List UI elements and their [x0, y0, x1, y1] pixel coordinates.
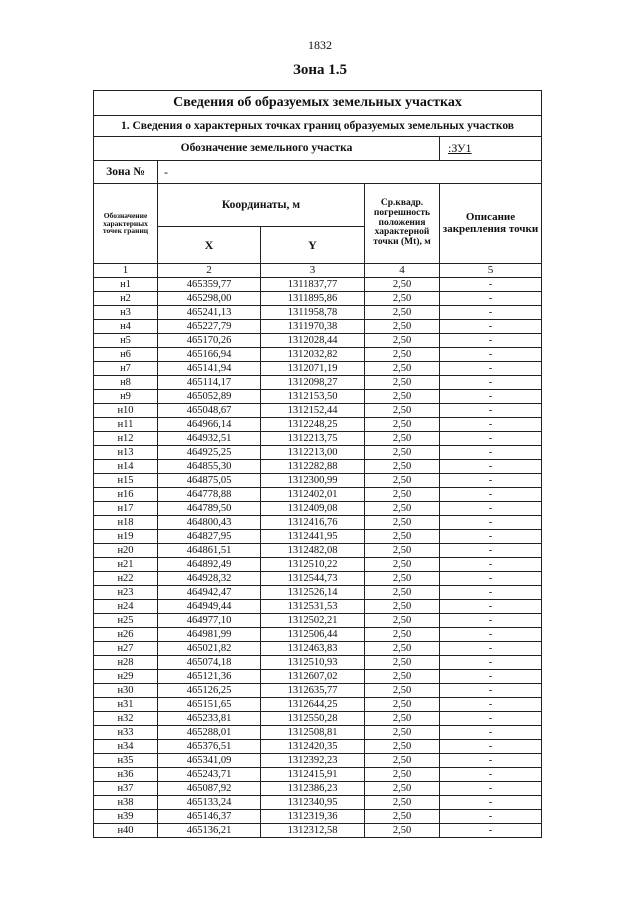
point-designation-cell: н14 [94, 460, 158, 474]
x-coordinate-cell: 465141,94 [158, 362, 261, 376]
description-cell: - [440, 754, 542, 768]
description-cell: - [440, 404, 542, 418]
column-number: 4 [365, 264, 440, 278]
x-coordinate-cell: 465170,26 [158, 334, 261, 348]
point-designation-cell: н20 [94, 544, 158, 558]
accuracy-cell: 2,50 [365, 628, 440, 642]
table-row [94, 292, 542, 306]
description-cell: - [440, 712, 542, 726]
table-row [94, 558, 542, 572]
x-coordinate-cell: 464855,30 [158, 460, 261, 474]
y-coordinate-cell: 1312420,35 [261, 740, 365, 754]
x-coordinate-cell: 465243,71 [158, 768, 261, 782]
point-designation-cell: н32 [94, 712, 158, 726]
point-designation-cell: н15 [94, 474, 158, 488]
accuracy-cell: 2,50 [365, 558, 440, 572]
description-cell: - [440, 334, 542, 348]
table-row [94, 628, 542, 642]
y-coordinate-cell: 1312213,75 [261, 432, 365, 446]
y-coordinate-cell: 1312415,91 [261, 768, 365, 782]
x-coordinate-cell: 465151,65 [158, 698, 261, 712]
accuracy-cell: 2,50 [365, 698, 440, 712]
description-cell: - [440, 460, 542, 474]
zone-number-label: Зона № [94, 161, 158, 184]
x-coordinate-cell: 465288,01 [158, 726, 261, 740]
description-cell: - [440, 628, 542, 642]
table-row [94, 516, 542, 530]
y-coordinate-cell: 1312508,81 [261, 726, 365, 740]
y-coordinate-cell: 1312531,53 [261, 600, 365, 614]
column-numbers-row [94, 264, 542, 278]
x-coordinate-cell: 465166,94 [158, 348, 261, 362]
table-row [94, 488, 542, 502]
point-designation-cell: н36 [94, 768, 158, 782]
table-row [94, 334, 542, 348]
description-cell: - [440, 306, 542, 320]
y-coordinate-cell: 1312319,36 [261, 810, 365, 824]
y-coordinate-cell: 1312441,95 [261, 530, 365, 544]
table-row [94, 726, 542, 740]
x-coordinate-cell: 464981,99 [158, 628, 261, 642]
table-row [94, 544, 542, 558]
accuracy-cell: 2,50 [365, 544, 440, 558]
description-cell: - [440, 320, 542, 334]
table-row [94, 376, 542, 390]
point-designation-cell: н30 [94, 684, 158, 698]
accuracy-cell: 2,50 [365, 712, 440, 726]
column-number: 1 [94, 264, 158, 278]
x-coordinate-cell: 465233,81 [158, 712, 261, 726]
table-row [94, 320, 542, 334]
description-cell: - [440, 642, 542, 656]
point-designation-cell: н28 [94, 656, 158, 670]
description-cell: - [440, 502, 542, 516]
description-cell: - [440, 530, 542, 544]
accuracy-cell: 2,50 [365, 530, 440, 544]
x-coordinate-cell: 464778,88 [158, 488, 261, 502]
accuracy-cell: 2,50 [365, 502, 440, 516]
x-coordinate-cell: 465021,82 [158, 642, 261, 656]
accuracy-cell: 2,50 [365, 362, 440, 376]
accuracy-cell: 2,50 [365, 404, 440, 418]
point-designation-cell: н40 [94, 824, 158, 838]
y-coordinate-cell: 1312340,95 [261, 796, 365, 810]
accuracy-cell: 2,50 [365, 586, 440, 600]
x-coordinate-cell: 464925,25 [158, 446, 261, 460]
page-number: 1832 [308, 38, 332, 52]
x-coordinate-cell: 465126,25 [158, 684, 261, 698]
description-cell: - [440, 796, 542, 810]
accuracy-cell: 2,50 [365, 600, 440, 614]
accuracy-cell: 2,50 [365, 810, 440, 824]
accuracy-cell: 2,50 [365, 474, 440, 488]
x-coordinate-cell: 464932,51 [158, 432, 261, 446]
column-number: 3 [261, 264, 365, 278]
y-coordinate-cell: 1311970,38 [261, 320, 365, 334]
point-designation-cell: н34 [94, 740, 158, 754]
table-row [94, 712, 542, 726]
x-coordinate-cell: 464875,05 [158, 474, 261, 488]
table-row [94, 418, 542, 432]
x-coordinate-cell: 464892,49 [158, 558, 261, 572]
description-cell: - [440, 362, 542, 376]
table-row [94, 614, 542, 628]
accuracy-cell: 2,50 [365, 754, 440, 768]
table-row [94, 586, 542, 600]
x-coordinate-cell: 464928,32 [158, 572, 261, 586]
x-coordinate-cell: 465136,21 [158, 824, 261, 838]
y-coordinate-cell: 1312550,28 [261, 712, 365, 726]
x-coordinate-cell: 464827,95 [158, 530, 261, 544]
table-row [94, 698, 542, 712]
description-cell: - [440, 544, 542, 558]
point-designation-cell: н2 [94, 292, 158, 306]
section-title: 1. Сведения о характерных точках границ образуемых земельных участков [94, 116, 542, 137]
accuracy-cell: 2,50 [365, 796, 440, 810]
accuracy-cell: 2,50 [365, 768, 440, 782]
description-cell: - [440, 782, 542, 796]
point-designation-cell: н9 [94, 390, 158, 404]
point-designation-cell: н33 [94, 726, 158, 740]
description-cell: - [440, 446, 542, 460]
y-coordinate-cell: 1312506,44 [261, 628, 365, 642]
y-coordinate-cell: 1312153,50 [261, 390, 365, 404]
y-coordinate-cell: 1312409,08 [261, 502, 365, 516]
table-row [94, 474, 542, 488]
accuracy-cell: 2,50 [365, 320, 440, 334]
point-designation-cell: н29 [94, 670, 158, 684]
column-number: 5 [440, 264, 542, 278]
point-designation-cell: н21 [94, 558, 158, 572]
table-row [94, 782, 542, 796]
point-designation-cell: н25 [94, 614, 158, 628]
designation-value: :ЗУ1 [440, 137, 542, 161]
table-row [94, 768, 542, 782]
point-designation-cell: н19 [94, 530, 158, 544]
point-designation-cell: н10 [94, 404, 158, 418]
land-plots-table [93, 90, 542, 838]
x-coordinate-cell: 465227,79 [158, 320, 261, 334]
x-coordinate-cell: 464949,44 [158, 600, 261, 614]
y-coordinate-cell: 1312248,25 [261, 418, 365, 432]
x-coordinate-cell: 465052,89 [158, 390, 261, 404]
y-coordinate-cell: 1312402,01 [261, 488, 365, 502]
description-cell: - [440, 768, 542, 782]
y-coordinate-cell: 1311837,77 [261, 278, 365, 292]
table-row [94, 684, 542, 698]
description-cell: - [440, 600, 542, 614]
header-description: Описание закрепления точки [440, 184, 542, 264]
y-coordinate-cell: 1311895,86 [261, 292, 365, 306]
x-coordinate-cell: 464977,10 [158, 614, 261, 628]
accuracy-cell: 2,50 [365, 726, 440, 740]
point-designation-cell: н6 [94, 348, 158, 362]
point-designation-cell: н39 [94, 810, 158, 824]
y-coordinate-cell: 1312544,73 [261, 572, 365, 586]
table-row [94, 278, 542, 292]
accuracy-cell: 2,50 [365, 306, 440, 320]
description-cell: - [440, 824, 542, 838]
y-coordinate-cell: 1312312,58 [261, 824, 365, 838]
point-designation-cell: н13 [94, 446, 158, 460]
y-coordinate-cell: 1312482,08 [261, 544, 365, 558]
description-cell: - [440, 698, 542, 712]
x-coordinate-cell: 465241,13 [158, 306, 261, 320]
accuracy-cell: 2,50 [365, 292, 440, 306]
header-coordinates: Координаты, м [158, 184, 365, 227]
table-row [94, 642, 542, 656]
point-designation-cell: н17 [94, 502, 158, 516]
point-designation-cell: н23 [94, 586, 158, 600]
table-row [94, 754, 542, 768]
x-coordinate-cell: 465048,67 [158, 404, 261, 418]
header-x: X [158, 227, 261, 264]
point-designation-cell: н24 [94, 600, 158, 614]
description-cell: - [440, 488, 542, 502]
x-coordinate-cell: 465341,09 [158, 754, 261, 768]
description-cell: - [440, 558, 542, 572]
accuracy-cell: 2,50 [365, 432, 440, 446]
accuracy-cell: 2,50 [365, 614, 440, 628]
accuracy-cell: 2,50 [365, 740, 440, 754]
point-designation-cell: н38 [94, 796, 158, 810]
column-number: 2 [158, 264, 261, 278]
point-designation-cell: н4 [94, 320, 158, 334]
accuracy-cell: 2,50 [365, 572, 440, 586]
y-coordinate-cell: 1312510,93 [261, 656, 365, 670]
points-table-body [94, 278, 542, 838]
y-coordinate-cell: 1312510,22 [261, 558, 365, 572]
point-designation-cell: н5 [94, 334, 158, 348]
description-cell: - [440, 726, 542, 740]
table-row [94, 810, 542, 824]
header-point-designation: Обозначение характерных точек границ [94, 184, 158, 264]
y-coordinate-cell: 1312386,23 [261, 782, 365, 796]
table-row [94, 670, 542, 684]
y-coordinate-cell: 1312032,82 [261, 348, 365, 362]
header-y: Y [261, 227, 365, 264]
description-cell: - [440, 740, 542, 754]
accuracy-cell: 2,50 [365, 782, 440, 796]
description-cell: - [440, 810, 542, 824]
description-cell: - [440, 656, 542, 670]
y-coordinate-cell: 1312392,23 [261, 754, 365, 768]
x-coordinate-cell: 464966,14 [158, 418, 261, 432]
description-cell: - [440, 292, 542, 306]
designation-label: Обозначение земельного участка [94, 137, 440, 161]
point-designation-cell: н31 [94, 698, 158, 712]
y-coordinate-cell: 1312644,25 [261, 698, 365, 712]
table-row [94, 740, 542, 754]
table-title: Сведения об образуемых земельных участках [94, 91, 542, 116]
table-row [94, 460, 542, 474]
y-coordinate-cell: 1312463,83 [261, 642, 365, 656]
x-coordinate-cell: 465074,18 [158, 656, 261, 670]
table-row [94, 600, 542, 614]
x-coordinate-cell: 465146,37 [158, 810, 261, 824]
table-row [94, 502, 542, 516]
point-designation-cell: н16 [94, 488, 158, 502]
y-coordinate-cell: 1311958,78 [261, 306, 365, 320]
y-coordinate-cell: 1312300,99 [261, 474, 365, 488]
y-coordinate-cell: 1312071,19 [261, 362, 365, 376]
zone-number-value: - [158, 161, 542, 184]
description-cell: - [440, 418, 542, 432]
accuracy-cell: 2,50 [365, 656, 440, 670]
point-designation-cell: н3 [94, 306, 158, 320]
table-row [94, 824, 542, 838]
y-coordinate-cell: 1312526,14 [261, 586, 365, 600]
description-cell: - [440, 348, 542, 362]
description-cell: - [440, 586, 542, 600]
x-coordinate-cell: 464861,51 [158, 544, 261, 558]
table-row [94, 390, 542, 404]
description-cell: - [440, 684, 542, 698]
table-row [94, 348, 542, 362]
description-cell: - [440, 516, 542, 530]
accuracy-cell: 2,50 [365, 418, 440, 432]
description-cell: - [440, 390, 542, 404]
point-designation-cell: н7 [94, 362, 158, 376]
accuracy-cell: 2,50 [365, 348, 440, 362]
header-accuracy: Ср.квадр. погрешность положения характерной точки (Mt), м [365, 184, 440, 264]
x-coordinate-cell: 465087,92 [158, 782, 261, 796]
table-row [94, 530, 542, 544]
y-coordinate-cell: 1312607,02 [261, 670, 365, 684]
description-cell: - [440, 432, 542, 446]
accuracy-cell: 2,50 [365, 642, 440, 656]
accuracy-cell: 2,50 [365, 334, 440, 348]
point-designation-cell: н22 [94, 572, 158, 586]
point-designation-cell: н8 [94, 376, 158, 390]
description-cell: - [440, 474, 542, 488]
y-coordinate-cell: 1312213,00 [261, 446, 365, 460]
table-row [94, 656, 542, 670]
y-coordinate-cell: 1312282,88 [261, 460, 365, 474]
table-row [94, 432, 542, 446]
accuracy-cell: 2,50 [365, 278, 440, 292]
zone-title: Зона 1.5 [292, 62, 348, 78]
x-coordinate-cell: 465359,77 [158, 278, 261, 292]
x-coordinate-cell: 465298,00 [158, 292, 261, 306]
point-designation-cell: н26 [94, 628, 158, 642]
point-designation-cell: н18 [94, 516, 158, 530]
x-coordinate-cell: 464942,47 [158, 586, 261, 600]
table-row [94, 404, 542, 418]
point-designation-cell: н1 [94, 278, 158, 292]
table-row [94, 796, 542, 810]
table-row [94, 306, 542, 320]
accuracy-cell: 2,50 [365, 516, 440, 530]
x-coordinate-cell: 465121,36 [158, 670, 261, 684]
accuracy-cell: 2,50 [365, 390, 440, 404]
accuracy-cell: 2,50 [365, 460, 440, 474]
y-coordinate-cell: 1312028,44 [261, 334, 365, 348]
x-coordinate-cell: 464789,50 [158, 502, 261, 516]
point-designation-cell: н11 [94, 418, 158, 432]
description-cell: - [440, 572, 542, 586]
accuracy-cell: 2,50 [365, 670, 440, 684]
y-coordinate-cell: 1312098,27 [261, 376, 365, 390]
x-coordinate-cell: 465376,51 [158, 740, 261, 754]
accuracy-cell: 2,50 [365, 446, 440, 460]
x-coordinate-cell: 464800,43 [158, 516, 261, 530]
point-designation-cell: н27 [94, 642, 158, 656]
y-coordinate-cell: 1312502,21 [261, 614, 365, 628]
accuracy-cell: 2,50 [365, 488, 440, 502]
table-row [94, 572, 542, 586]
description-cell: - [440, 670, 542, 684]
x-coordinate-cell: 465133,24 [158, 796, 261, 810]
point-designation-cell: н35 [94, 754, 158, 768]
y-coordinate-cell: 1312416,76 [261, 516, 365, 530]
table-row [94, 362, 542, 376]
y-coordinate-cell: 1312635,77 [261, 684, 365, 698]
accuracy-cell: 2,50 [365, 824, 440, 838]
y-coordinate-cell: 1312152,44 [261, 404, 365, 418]
description-cell: - [440, 376, 542, 390]
accuracy-cell: 2,50 [365, 376, 440, 390]
point-designation-cell: н12 [94, 432, 158, 446]
x-coordinate-cell: 465114,17 [158, 376, 261, 390]
accuracy-cell: 2,50 [365, 684, 440, 698]
table-row [94, 446, 542, 460]
description-cell: - [440, 614, 542, 628]
description-cell: - [440, 278, 542, 292]
point-designation-cell: н37 [94, 782, 158, 796]
